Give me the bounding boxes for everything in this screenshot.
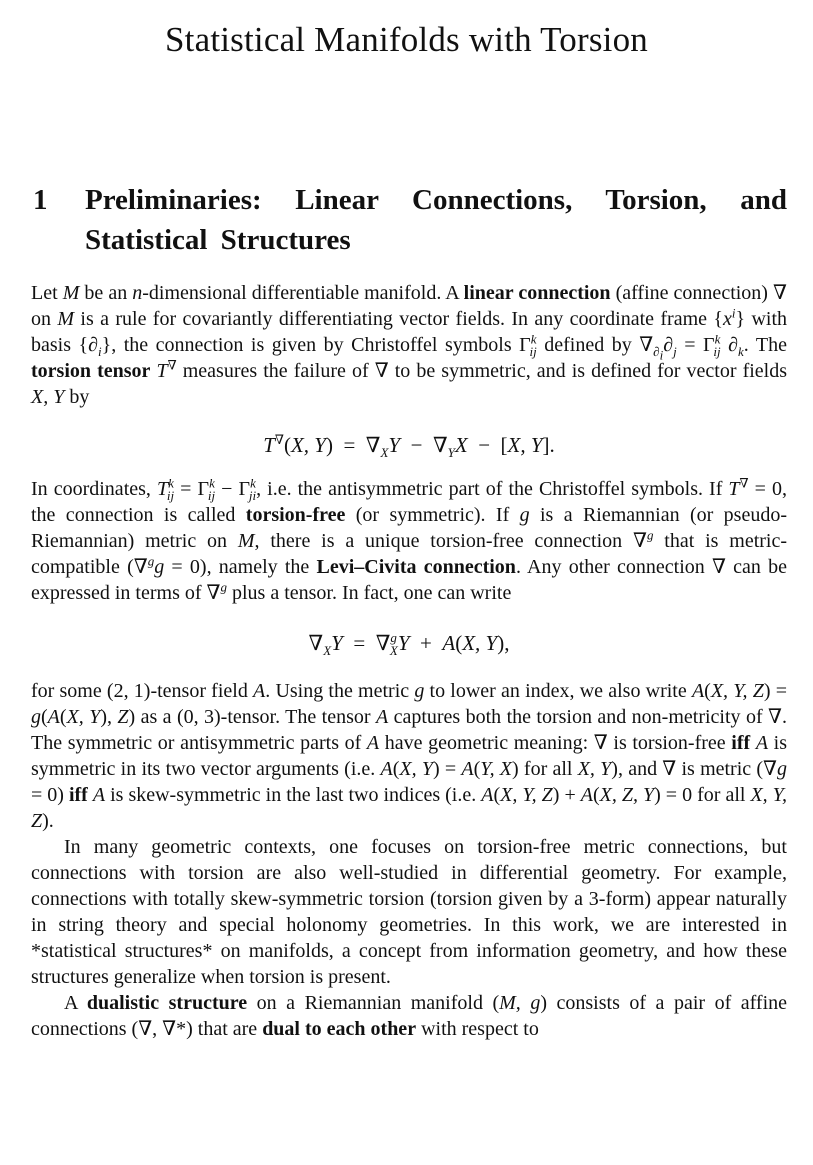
- paragraph-2: In coordinates, $T^k_{ij} = \Gamma^k_{ij} - \Gamma^k_{ji}$, i.e. the antisymmetric part of the Christoffel symbols. If T∇ = 0, the connection is called torsion-free (or symmetric). If g is a Riemannian (or pseudo-Riemannian) metric on M, there is a unique torsion-free connection ∇$^g$ that is metric-compatible (∇$^g$g = 0), namely the Levi–Civita connection. Any other connection ∇ can be expressed in terms of ∇$^g$ plus a tensor. In fact, one can write: [31, 475, 788, 604]
- paragraph-1: Let M be an n-dimensional differentiable manifold. A linear connection (affine connection) ∇ on M is a rule for covariantly differentiating vector fields. In any coordinate frame $\{x^i\}$ with basis $\{\partial_i\}$, the connection is given by Christoffel symbols $\Gamma^k_{ij}$ defined by $\nabla_{\partial_i}\partial_j = \Gamma^k_{ij}$ $\partial_k$. The torsion tensor T∇ measures the failure of ∇ to be symmetric, and is defined for vector fields X, Y by: [31, 282, 788, 408]
- section-heading: [33, 180, 787, 260]
- equation-torsion: T∇(X, $Y) = \nabla_XY - \nabla_YX - [X$, Y].: [263, 432, 555, 461]
- paragraph-4: In many geometric contexts, one focuses on torsion-free metric connections, but connections with torsion are also well-studied in differential geometry. For example, connections with totally skew-symmetric torsion (torsion given by a 3-form) appear naturally in string theory and special holonomy geometries. In this work, we are interested in *statistical structures* on manifolds, a concept from information geometry, and how these structures generalize when torsion is present.: [31, 836, 787, 988]
- equation-connection-decomposition: $\nabla_XY = \nabla^g_XY + A(X$, Y),: [308, 630, 510, 659]
- term-dual: dual to each other: [262, 1018, 417, 1040]
- term-levi-civita: Levi–Civita connection: [316, 556, 516, 578]
- body-text: [31, 280, 787, 1042]
- term-torsion-free: torsion-free: [245, 504, 346, 526]
- paragraph-3: for some (2, 1)-tensor field A. Using the metric g to lower an index, we also write A(X, Y, Z) = g(A(X, Y), Z) as a (0, 3)-tensor. The tensor A captures both the torsion and non-metricity of ∇. The symmetric or antisymmetric parts of A have geometric meaning: ∇ is torsion-free iff A is symmetric in its two vector arguments (i.e. A(X, Y) = A(Y, X) for all X, Y), and ∇ is metric (∇g = 0) iff A is skew-symmetric in the last two indices (i.e. A(X, Y, Z) + A(X, Z, Y) = 0 for all X, Y, Z).: [31, 680, 788, 832]
- paragraph-5: A dualistic structure on a Riemannian manifold (M, g) consists of a pair of affine connections (∇, ∇*) that are dual to each other with respect to: [31, 992, 788, 1040]
- term-dualistic-structure: dualistic structure: [86, 992, 248, 1014]
- term-torsion-tensor: torsion tensor: [31, 360, 151, 382]
- term-linear-connection: linear connection: [463, 282, 611, 304]
- paper-title: Statistical Manifolds with Torsion: [165, 20, 648, 59]
- section-title: Preliminaries: Linear Connections, Torsion, and Statistical Structures: [85, 184, 787, 256]
- section-number: 1: [33, 184, 48, 216]
